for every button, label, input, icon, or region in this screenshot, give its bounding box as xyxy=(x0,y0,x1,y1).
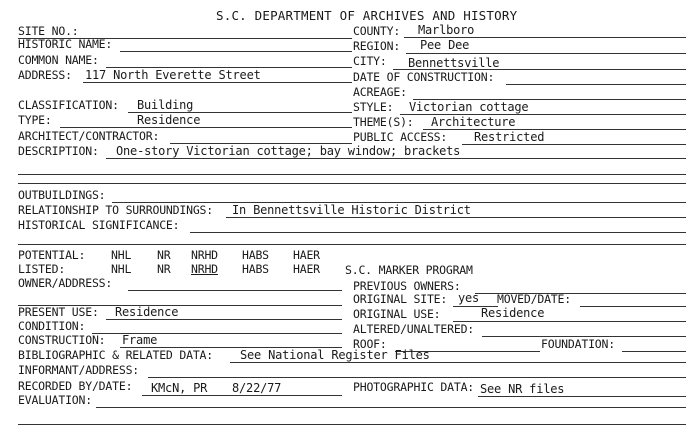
form-title: S.C. DEPARTMENT OF ARCHIVES AND HISTORY xyxy=(216,8,518,23)
original-site-label: ORIGINAL SITE: xyxy=(353,292,448,306)
type-value: Residence xyxy=(137,113,201,127)
section-divider-2 xyxy=(18,244,686,245)
relationship-label: RELATIONSHIP TO SURROUNDINGS: xyxy=(18,203,213,217)
acreage-label: ACREAGE: xyxy=(353,85,407,99)
original-use-line xyxy=(453,321,686,322)
listed-label: LISTED: xyxy=(18,262,66,276)
construction-label: CONSTRUCTION: xyxy=(18,333,106,347)
construction-value: Frame xyxy=(122,333,158,347)
listed-habs: HABS xyxy=(242,262,269,276)
recorded-date-value: 8/22/77 xyxy=(232,381,282,395)
address-line xyxy=(83,82,352,83)
present-use-value: Residence xyxy=(115,305,179,319)
city-label: CITY: xyxy=(353,54,387,68)
listed-nrhd-selected: NRHD xyxy=(191,262,218,276)
informant-label: INFORMANT/ADDRESS: xyxy=(18,363,140,377)
photographic-label: PHOTOGRAPHIC DATA: xyxy=(353,380,475,394)
original-use-value: Residence xyxy=(481,306,545,320)
region-label: REGION: xyxy=(353,39,401,53)
common-name-label: COMMON NAME: xyxy=(18,53,99,67)
photographic-value: See NR files xyxy=(480,382,565,396)
moved-date-line xyxy=(580,306,686,307)
condition-label: CONDITION: xyxy=(18,319,86,333)
original-use-label: ORIGINAL USE: xyxy=(353,307,441,321)
listed-haer: HAER xyxy=(293,262,320,276)
original-site-value: yes xyxy=(458,291,480,305)
relationship-line xyxy=(226,217,686,218)
bibliographic-label: BIBLIOGRAPHIC & RELATED DATA: xyxy=(18,348,213,362)
classification-value: Building xyxy=(137,98,194,112)
significance-line xyxy=(190,232,686,233)
marker-program-label: S.C. MARKER PROGRAM xyxy=(345,263,473,277)
county-label: COUNTY: xyxy=(353,24,401,38)
potential-nr: NR xyxy=(157,248,171,262)
roof-label: ROOF: xyxy=(353,337,387,351)
description-line xyxy=(106,158,686,159)
evaluation-line xyxy=(96,407,686,408)
themes-label: THEME(S): xyxy=(353,115,414,129)
address-value: 117 North Everette Street xyxy=(85,68,261,82)
themes-line xyxy=(423,129,686,130)
outbuildings-label: OUTBUILDINGS: xyxy=(18,188,106,202)
evaluation-line-2 xyxy=(18,424,686,425)
foundation-line xyxy=(622,351,686,352)
bibliographic-value: See National Register Files xyxy=(240,348,430,362)
site-no-label: SITE NO.: xyxy=(18,24,79,38)
present-use-label: PRESENT USE: xyxy=(18,305,99,319)
description-label: DESCRIPTION: xyxy=(18,144,99,158)
date-construction-label: DATE OF CONSTRUCTION: xyxy=(353,70,495,84)
address-label: ADDRESS: xyxy=(18,68,72,82)
owner-label: OWNER/ADDRESS: xyxy=(18,276,113,290)
city-value: Bennettsville xyxy=(408,56,500,70)
public-access-value: Restricted xyxy=(474,130,545,144)
listed-nr: NR xyxy=(157,262,171,276)
evaluation-label: EVALUATION: xyxy=(18,393,92,407)
recorded-by-value: KMcN, PR xyxy=(151,381,208,395)
potential-label: POTENTIAL: xyxy=(18,248,86,262)
historic-name-label: HISTORIC NAME: xyxy=(18,37,113,51)
foundation-label: FOUNDATION: xyxy=(541,337,615,351)
style-value: Victorian cottage xyxy=(409,100,529,114)
county-value: Marlboro xyxy=(418,23,475,37)
themes-value: Architecture xyxy=(431,115,516,129)
recorded-line xyxy=(142,395,342,396)
type-line xyxy=(60,127,352,128)
altered-label: ALTERED/UNALTERED: xyxy=(353,322,475,336)
potential-nhl: NHL xyxy=(111,248,132,262)
historic-name-line xyxy=(120,51,352,52)
previous-owners-label: PREVIOUS OWNERS: xyxy=(353,279,461,293)
date-construction-line xyxy=(506,84,686,85)
relationship-value: In Bennettsville Historic District xyxy=(232,203,471,217)
significance-label: HISTORICAL SIGNIFICANCE: xyxy=(18,218,180,232)
region-value: Pee Dee xyxy=(420,38,470,52)
recorded-label: RECORDED BY/DATE: xyxy=(18,379,133,393)
potential-haer: HAER xyxy=(293,248,320,262)
public-access-label: PUBLIC ACCESS: xyxy=(353,130,448,144)
bibliographic-line xyxy=(230,362,686,363)
architect-label: ARCHITECT/CONTRACTOR: xyxy=(18,129,160,143)
description-line-2 xyxy=(18,174,686,175)
description-value: One-story Victorian cottage; bay window; brackets xyxy=(116,144,461,158)
potential-nrhd: NRHD xyxy=(191,248,218,262)
moved-date-label: MOVED/DATE: xyxy=(497,292,571,306)
region-line xyxy=(406,53,686,54)
type-label: TYPE: xyxy=(18,113,52,127)
listed-nhl: NHL xyxy=(111,262,132,276)
section-divider-1 xyxy=(18,183,686,184)
classification-label: CLASSIFICATION: xyxy=(18,98,119,112)
potential-habs: HABS xyxy=(242,248,269,262)
informant-line xyxy=(148,377,686,378)
photographic-line xyxy=(478,396,686,397)
public-access-line xyxy=(462,144,686,145)
owner-line xyxy=(128,290,342,291)
present-use-line xyxy=(106,319,342,320)
style-label: STYLE: xyxy=(353,100,394,114)
